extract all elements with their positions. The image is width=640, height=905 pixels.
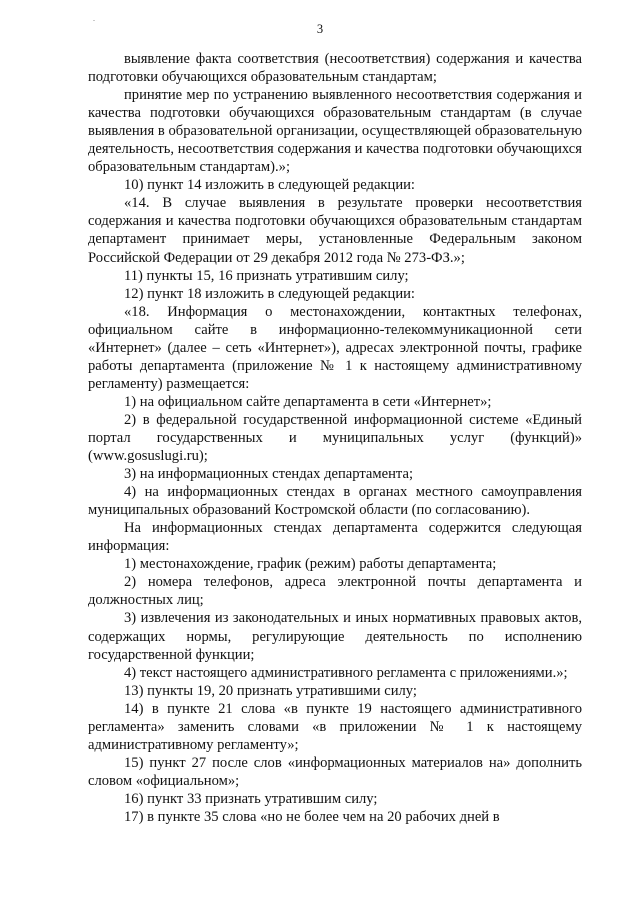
document-body [88,50,582,826]
paragraph: 12) пункт 18 изложить в следующей редакции: [124,285,415,302]
paragraph: 14) в пункте 21 слова «в пункте 19 настоящего административного регламента» заменить словами «в приложении № 1 к настоящему административному регламенту»; [88,700,582,753]
paragraph: 4) текст настоящего административного регламента с приложениями.»; [124,664,568,681]
paragraph: 10) пункт 14 изложить в следующей редакции: [124,177,415,194]
page-number: 3 [316,22,324,36]
paragraph: 1) на официальном сайте департамента в сети «Интернет»; [124,393,492,410]
paragraph: принятие мер по устранению выявленного несоответствия содержания и качества подготовки обучающихся образовательным стандартам (в случае выявления в образовательной организации, осуществляющей образовательную деятельность, несоответствия содержания и качества подготовки обучающихся образовательным стандартам).»; [88,87,582,176]
paragraph: выявление факта соответствия (несоответствия) содержания и качества подготовки обучающихся образовательным стандартам; [88,51,582,86]
paragraph: 3) на информационных стендах департамента; [124,466,414,483]
paragraph: 16) пункт 33 признать утратившим силу; [124,790,378,807]
paragraph: «18. Информация о местонахождении, контактных телефонах, официальном сайте в информационно-телекоммуникационной сети «Интернет» (далее – сеть «Интернет»), адресах электронной почты, графике работы департамента (приложение № 1 к настоящему административному регламенту) размещается: [88,303,582,392]
paragraph: «14. В случае выявления в результате проверки несоответствия содержания и качества подготовки обучающихся образовательным стандартам департамент принимает меры, установленные Федеральным законом Российской Федерации от 29 декабря 2012 года № 273-ФЗ.»; [88,195,582,266]
paragraph: 15) пункт 27 после слов «информационных материалов на» дополнить словом «официальном»; [88,754,582,789]
paragraph: 17) в пункте 35 слова «но не более чем на 20 рабочих дней в [124,808,500,825]
paragraph: 1) местонахождение, график (режим) работы департамента; [124,556,497,573]
paragraph: На информационных стендах департамента содержится следующая информация: [88,520,582,555]
paragraph: 2) номера телефонов, адреса электронной почты департамента и должностных лиц; [88,574,582,609]
paragraph: 4) на информационных стендах в органах местного самоуправления муниципальных образований Костромской области (по согласованию). [88,484,582,519]
paragraph: 11) пункты 15, 16 признать утратившим силу; [124,267,409,284]
paragraph: 2) в федеральной государственной информационной системе «Единый портал государственных и муниципальных услуг (функций)» (www.gosuslugi.ru); [88,411,582,465]
paragraph: 3) извлечения из законодательных и иных нормативных правовых актов, содержащих нормы, регулирующие деятельность по исполнению государственной функции; [88,610,582,663]
corner-mark: . [93,14,95,23]
paragraph: 13) пункты 19, 20 признать утратившими силу; [124,682,417,699]
